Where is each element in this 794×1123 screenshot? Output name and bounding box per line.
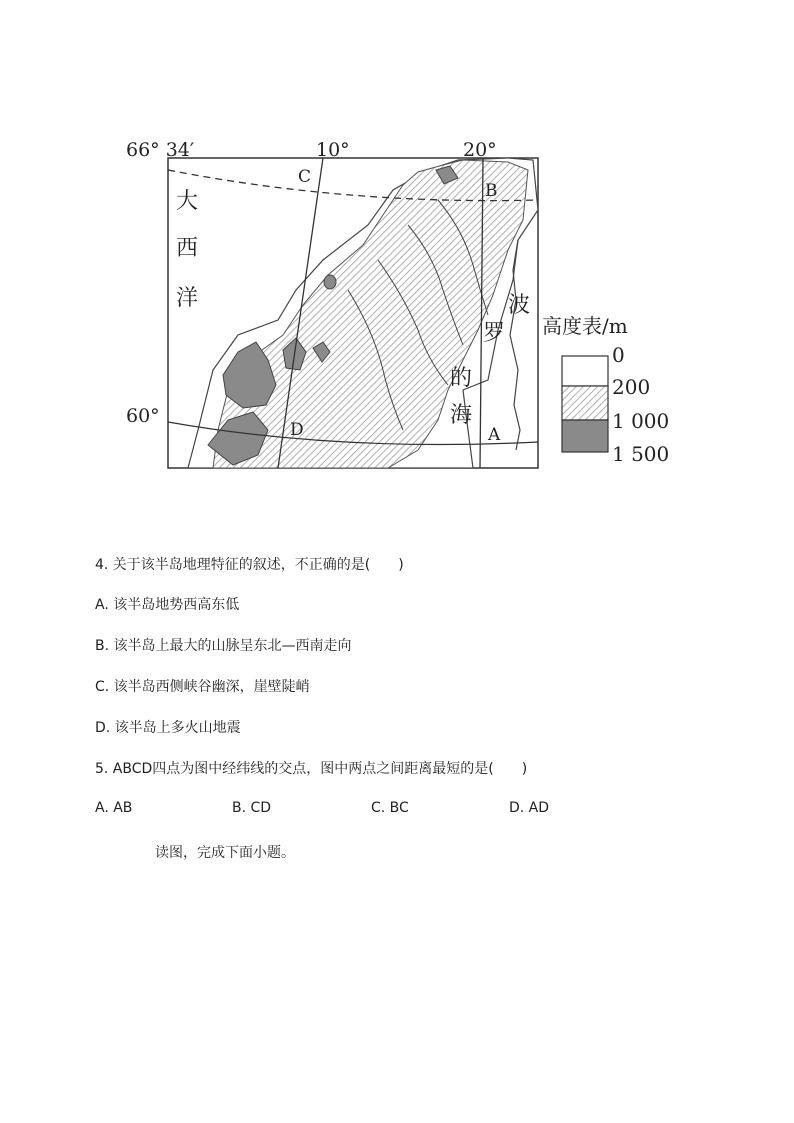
lon-left-label: 10° bbox=[316, 139, 350, 161]
question-5-option-d: D. AD bbox=[509, 800, 550, 816]
sea-label-1: 波 bbox=[508, 293, 531, 318]
legend-swatch-200-1000 bbox=[562, 386, 608, 420]
question-5-option-b: B. CD bbox=[232, 800, 272, 816]
lon-right-label: 20° bbox=[463, 139, 497, 161]
ocean-label-2: 西 bbox=[176, 236, 199, 261]
legend-swatch-1000-1500 bbox=[562, 420, 608, 452]
ocean-label-1: 大 bbox=[176, 189, 199, 214]
question-5-stem: 5. ABCD四点为图中经纬线的交点，图中两点之间距离最短的是( ) bbox=[95, 761, 528, 777]
question-5-option-a: A. AB bbox=[95, 800, 133, 816]
ocean-label-3: 洋 bbox=[176, 286, 199, 311]
point-b-label: B bbox=[485, 181, 498, 201]
legend-tick-1500: 1 500 bbox=[612, 442, 670, 466]
question-4-option-c: C. 该半岛西侧峡谷幽深，崖壁陡峭 bbox=[95, 679, 310, 695]
legend-swatch-0-200 bbox=[562, 356, 608, 386]
point-d-label: D bbox=[290, 420, 304, 440]
legend-title: 高度表/m bbox=[542, 314, 628, 338]
question-4-option-b: B. 该半岛上最大的山脉呈东北—西南走向 bbox=[95, 638, 352, 654]
peninsula-map bbox=[118, 130, 678, 475]
point-c-label: C bbox=[298, 167, 312, 187]
question-5-options bbox=[95, 800, 655, 820]
sea-label-2: 罗 bbox=[483, 321, 506, 346]
instruction-note: 读图，完成下面小题。 bbox=[155, 845, 295, 861]
lat-top-label: 66° 34′ bbox=[126, 139, 195, 161]
legend-tick-1000: 1 000 bbox=[612, 409, 670, 433]
lat-bottom-label: 60° bbox=[126, 405, 160, 427]
sea-label-3: 的 bbox=[450, 366, 473, 391]
sea-label-4: 海 bbox=[450, 403, 473, 428]
highland-spot bbox=[324, 275, 336, 289]
legend-tick-0: 0 bbox=[612, 343, 625, 367]
question-4-option-d: D. 该半岛上多火山地震 bbox=[95, 720, 241, 736]
question-5-option-c: C. BC bbox=[371, 800, 409, 816]
point-a-label: A bbox=[488, 425, 501, 445]
question-4-stem: 4. 关于该半岛地理特征的叙述，不正确的是( ) bbox=[95, 557, 404, 573]
question-4-option-a: A. 该半岛地势西高东低 bbox=[95, 597, 240, 613]
legend-tick-200: 200 bbox=[612, 375, 651, 399]
